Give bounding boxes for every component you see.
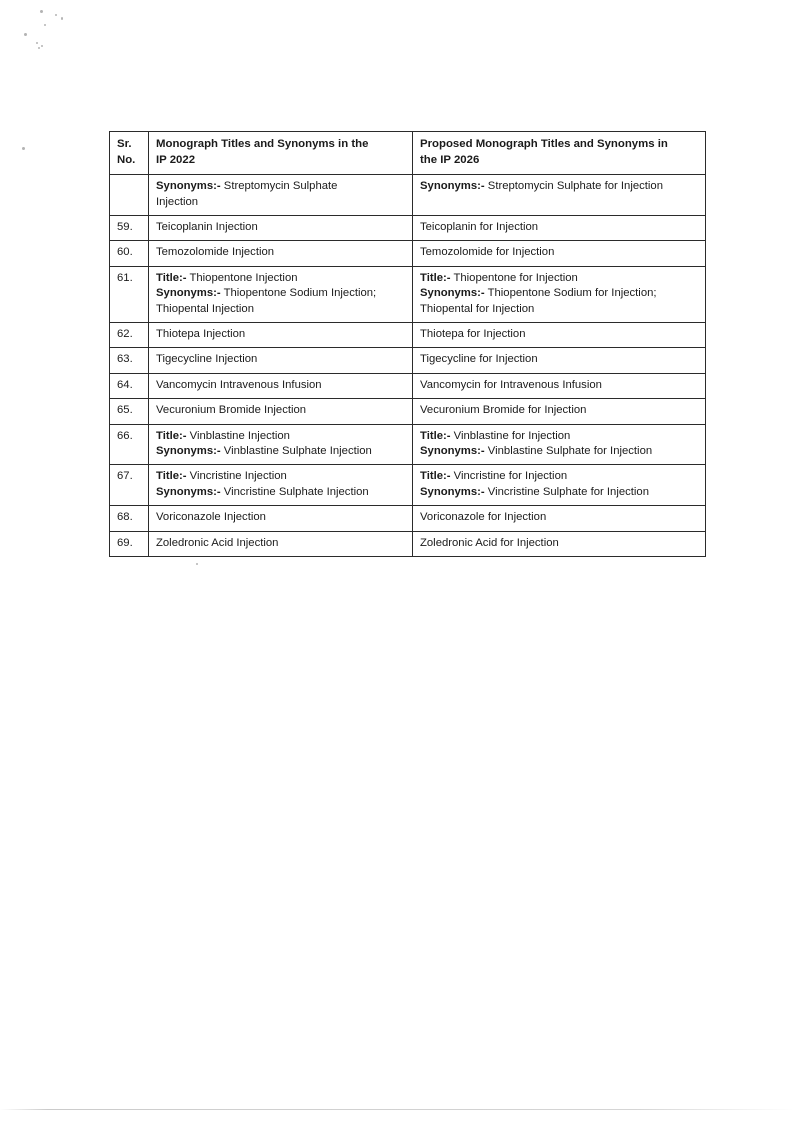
scan-speck — [41, 45, 43, 47]
cell-sr-no: 68. — [110, 506, 149, 531]
field-value: Vancomycin for Intravenous Infusion — [420, 378, 602, 391]
field-value: Vincristine Sulphate Injection — [220, 485, 369, 498]
cell-sr-no: 62. — [110, 323, 149, 348]
table-row — [110, 373, 706, 398]
field-value: Vancomycin Intravenous Infusion — [156, 378, 322, 391]
cell-ip-2026 — [413, 424, 706, 465]
cell-ip-2026 — [413, 399, 706, 424]
column-header-ip-2026-line2: the IP 2026 — [420, 153, 480, 166]
cell-ip-2026-line — [420, 510, 699, 525]
column-header-ip-2022-line2: IP 2022 — [156, 153, 196, 166]
field-label: Synonyms:- — [420, 485, 485, 498]
field-value: Vincristine Injection — [186, 470, 287, 483]
cell-ip-2022-line — [156, 302, 406, 317]
cell-ip-2022-line — [156, 510, 406, 525]
cell-ip-2026 — [413, 323, 706, 348]
cell-sr-no: 59. — [110, 216, 149, 241]
field-value: Thiopentone for Injection — [450, 271, 578, 284]
cell-ip-2026-line — [420, 245, 699, 260]
field-value: Thiotepa for Injection — [420, 328, 526, 341]
field-value: Vecuronium Bromide for Injection — [420, 404, 587, 417]
field-label: Synonyms:- — [156, 180, 221, 193]
cell-ip-2022-line — [156, 444, 406, 459]
column-header-sr-no-line1: Sr. — [117, 138, 132, 150]
scan-speck — [55, 14, 57, 16]
cell-ip-2026 — [413, 373, 706, 398]
field-label: Synonyms:- — [420, 287, 485, 300]
cell-ip-2022 — [149, 399, 413, 424]
cell-ip-2022-line — [156, 352, 406, 367]
cell-ip-2022-line — [156, 429, 406, 444]
column-header-ip-2026-line1: Proposed Monograph Titles and Synonyms in — [420, 138, 668, 150]
field-label: Synonyms:- — [156, 287, 221, 300]
cell-ip-2026-line — [420, 403, 699, 418]
field-label: Title:- — [156, 271, 187, 284]
cell-ip-2022 — [149, 241, 413, 266]
scan-speck — [40, 10, 43, 13]
cell-sr-no: 66. — [110, 424, 149, 465]
cell-ip-2022 — [149, 323, 413, 348]
cell-sr-no: 60. — [110, 241, 149, 266]
table-header-row — [110, 132, 706, 175]
cell-ip-2026-line — [420, 378, 699, 393]
field-value: Injection — [156, 195, 199, 208]
field-label: Title:- — [156, 470, 187, 483]
field-value: Tigecycline Injection — [156, 353, 258, 366]
cell-ip-2022-line — [156, 220, 406, 235]
field-label: Synonyms:- — [420, 445, 485, 458]
cell-ip-2022 — [149, 175, 413, 216]
cell-ip-2022-line — [156, 271, 406, 286]
column-header-sr-no — [110, 132, 149, 175]
scan-speck — [44, 24, 46, 26]
cell-sr-no — [110, 175, 149, 216]
field-label: Synonyms:- — [156, 445, 221, 458]
field-value: Thiopental Injection — [156, 302, 254, 315]
cell-ip-2026-line — [420, 485, 699, 500]
field-value: Temozolomide for Injection — [420, 246, 555, 259]
field-value: Thiopentone Sodium for Injection; — [484, 287, 657, 300]
field-label: Synonyms:- — [420, 180, 485, 193]
cell-ip-2026 — [413, 506, 706, 531]
scan-speck — [38, 47, 40, 49]
scan-speck — [196, 563, 198, 565]
field-value: Teicoplanin for Injection — [420, 221, 539, 233]
cell-sr-no: 64. — [110, 373, 149, 398]
field-value: Thiopentone Sodium Injection; — [220, 287, 377, 300]
cell-ip-2026 — [413, 531, 706, 556]
cell-ip-2026 — [413, 175, 706, 216]
field-value: Voriconazole Injection — [156, 511, 266, 524]
cell-ip-2026 — [413, 348, 706, 373]
table-row — [110, 465, 706, 506]
cell-ip-2022-line — [156, 245, 406, 260]
cell-ip-2022-line — [156, 469, 406, 484]
field-value: Vincristine for Injection — [450, 470, 568, 483]
cell-ip-2022-line — [156, 536, 406, 551]
table-row — [110, 216, 706, 241]
cell-ip-2026-line — [420, 469, 699, 484]
scan-edge-line — [0, 1109, 794, 1110]
cell-ip-2026-line — [420, 327, 699, 342]
field-value: Vinblastine for Injection — [450, 429, 571, 442]
cell-ip-2026 — [413, 241, 706, 266]
cell-ip-2026-line — [420, 220, 699, 235]
cell-sr-no: 61. — [110, 266, 149, 322]
field-value: Thiopentone Injection — [186, 271, 298, 284]
table-row — [110, 424, 706, 465]
cell-ip-2022 — [149, 266, 413, 322]
column-header-ip-2022 — [149, 132, 413, 175]
field-label: Title:- — [420, 470, 451, 483]
field-value: Vinblastine Sulphate Injection — [220, 445, 372, 458]
cell-ip-2022 — [149, 531, 413, 556]
cell-ip-2022 — [149, 216, 413, 241]
field-value: Zoledronic Acid for Injection — [420, 536, 559, 549]
scan-speck — [61, 17, 63, 20]
cell-sr-no: 69. — [110, 531, 149, 556]
table-row — [110, 175, 706, 216]
cell-ip-2022 — [149, 424, 413, 465]
field-value: Zoledronic Acid Injection — [156, 536, 279, 549]
cell-ip-2026-line — [420, 429, 699, 444]
cell-ip-2026-line — [420, 286, 699, 301]
field-value: Thiotepa Injection — [156, 328, 246, 341]
cell-ip-2026-line — [420, 444, 699, 459]
table-row — [110, 241, 706, 266]
cell-ip-2022-line — [156, 327, 406, 342]
field-label: Title:- — [420, 271, 451, 284]
field-value: Voriconazole for Injection — [420, 511, 547, 524]
cell-sr-no: 65. — [110, 399, 149, 424]
cell-ip-2022-line — [156, 378, 406, 393]
cell-ip-2026-line — [420, 271, 699, 286]
table-row — [110, 531, 706, 556]
table-row — [110, 348, 706, 373]
cell-ip-2022 — [149, 348, 413, 373]
field-label: Title:- — [420, 429, 451, 442]
cell-ip-2022-line — [156, 286, 406, 301]
field-value: Thiopental for Injection — [420, 302, 535, 315]
cell-ip-2026-line — [420, 302, 699, 317]
scan-speck — [24, 33, 27, 36]
cell-sr-no: 63. — [110, 348, 149, 373]
cell-ip-2022-line — [156, 485, 406, 500]
cell-ip-2026 — [413, 216, 706, 241]
table-row — [110, 399, 706, 424]
field-value: Vecuronium Bromide Injection — [156, 404, 307, 417]
table-header — [110, 132, 706, 175]
column-header-sr-no-line2: No. — [117, 153, 136, 166]
field-value: Vinblastine Sulphate for Injection — [484, 445, 653, 458]
cell-ip-2026-line — [420, 179, 699, 194]
cell-ip-2022-line — [156, 403, 406, 418]
cell-ip-2022 — [149, 373, 413, 398]
cell-ip-2022 — [149, 506, 413, 531]
field-value: Vincristine Sulphate for Injection — [484, 485, 649, 498]
field-value: Streptomycin Sulphate — [220, 180, 338, 193]
column-header-ip-2022-line1: Monograph Titles and Synonyms in the — [156, 138, 369, 150]
scan-speck — [22, 147, 25, 150]
cell-sr-no: 67. — [110, 465, 149, 506]
table-body — [110, 175, 706, 557]
column-header-ip-2026 — [413, 132, 706, 175]
cell-ip-2026-line — [420, 352, 699, 367]
table-row — [110, 506, 706, 531]
cell-ip-2022-line — [156, 179, 406, 194]
field-value: Streptomycin Sulphate for Injection — [484, 180, 663, 193]
cell-ip-2022 — [149, 465, 413, 506]
cell-ip-2026-line — [420, 536, 699, 551]
field-label: Title:- — [156, 429, 187, 442]
cell-ip-2022-line — [156, 195, 406, 210]
field-value: Vinblastine Injection — [186, 429, 290, 442]
cell-ip-2026 — [413, 465, 706, 506]
scan-speck — [36, 42, 38, 44]
monograph-comparison-table — [109, 131, 706, 557]
table-row — [110, 323, 706, 348]
table-row — [110, 266, 706, 322]
field-value: Teicoplanin Injection — [156, 221, 258, 233]
cell-ip-2026 — [413, 266, 706, 322]
field-label: Synonyms:- — [156, 485, 221, 498]
field-value: Temozolomide Injection — [156, 246, 275, 259]
field-value: Tigecycline for Injection — [420, 353, 538, 366]
